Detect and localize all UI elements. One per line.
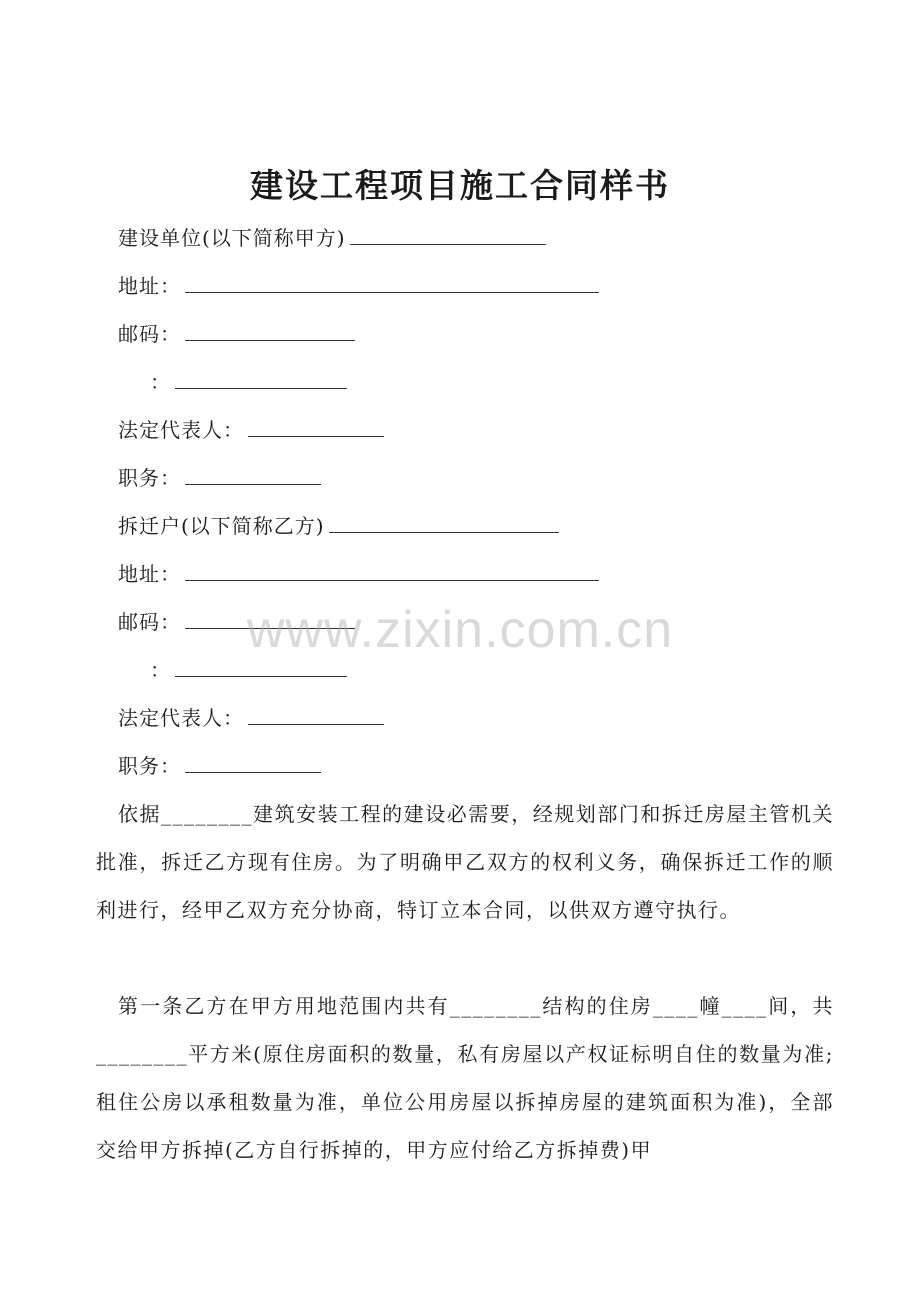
field-party-b-name [118, 510, 559, 541]
field-party-a-legal-rep [118, 414, 384, 445]
field-party-a-address [118, 270, 599, 301]
field-label: 法定代表人： [118, 706, 244, 730]
paragraph-article-1: 第一条乙方在甲方用地范围内共有________结构的住房____幢____间，共________平方米(原住房面积的数量，私有房屋以产权证标明自住的数量为准;租住公房以承租数量为准，单位公用房屋以拆掉房屋的建筑面积为准)，全部交给甲方拆掉(乙方自行拆掉的，甲方应付给乙方拆掉费)甲 [96, 994, 834, 1162]
watermark-text: www.zixin.com.cn [246, 601, 674, 659]
field-party-b-position [118, 750, 321, 781]
fill-blank[interactable] [185, 270, 599, 293]
field-party-b-address [118, 558, 599, 589]
field-label: ： [150, 370, 171, 394]
field-party-b-unlabeled [150, 654, 347, 685]
field-label: 职务： [118, 466, 181, 490]
field-party-a-name [118, 222, 546, 253]
fill-blank[interactable] [185, 606, 355, 629]
fill-blank[interactable] [185, 750, 321, 773]
field-label: 法定代表人： [118, 418, 244, 442]
field-party-b-legal-rep [118, 702, 384, 733]
field-party-a-position [118, 462, 321, 493]
field-label: 地址： [118, 562, 181, 586]
field-label: 地址： [118, 274, 181, 298]
field-label: 建设单位(以下简称甲方) [118, 226, 346, 250]
paragraph-preamble: 依据________建筑安装工程的建设必需要，经规划部门和拆迁房屋主管机关批准，拆迁乙方现有住房。为了明确甲乙双方的权利义务，确保拆迁工作的顺利进行，经甲乙双方充分协商，特订立本合同，以供双方遵守执行。 [96, 802, 834, 922]
field-party-a-postcode [118, 318, 355, 349]
document-title: 建设工程项目施工合同样书 [250, 166, 670, 205]
fill-blank[interactable] [185, 318, 355, 341]
fill-blank[interactable] [350, 222, 546, 245]
field-party-b-postcode [118, 606, 355, 637]
field-label: 拆迁户(以下简称乙方) [118, 514, 325, 538]
fill-blank[interactable] [329, 510, 559, 533]
field-label: ： [150, 658, 171, 682]
field-label: 职务： [118, 754, 181, 778]
fill-blank[interactable] [185, 558, 599, 581]
field-label: 邮码： [118, 322, 181, 346]
fill-blank[interactable] [175, 366, 347, 389]
field-party-a-unlabeled [150, 366, 347, 397]
field-label: 邮码： [118, 610, 181, 634]
fill-blank[interactable] [175, 654, 347, 677]
fill-blank[interactable] [248, 414, 384, 437]
fill-blank[interactable] [248, 702, 384, 725]
fill-blank[interactable] [185, 462, 321, 485]
